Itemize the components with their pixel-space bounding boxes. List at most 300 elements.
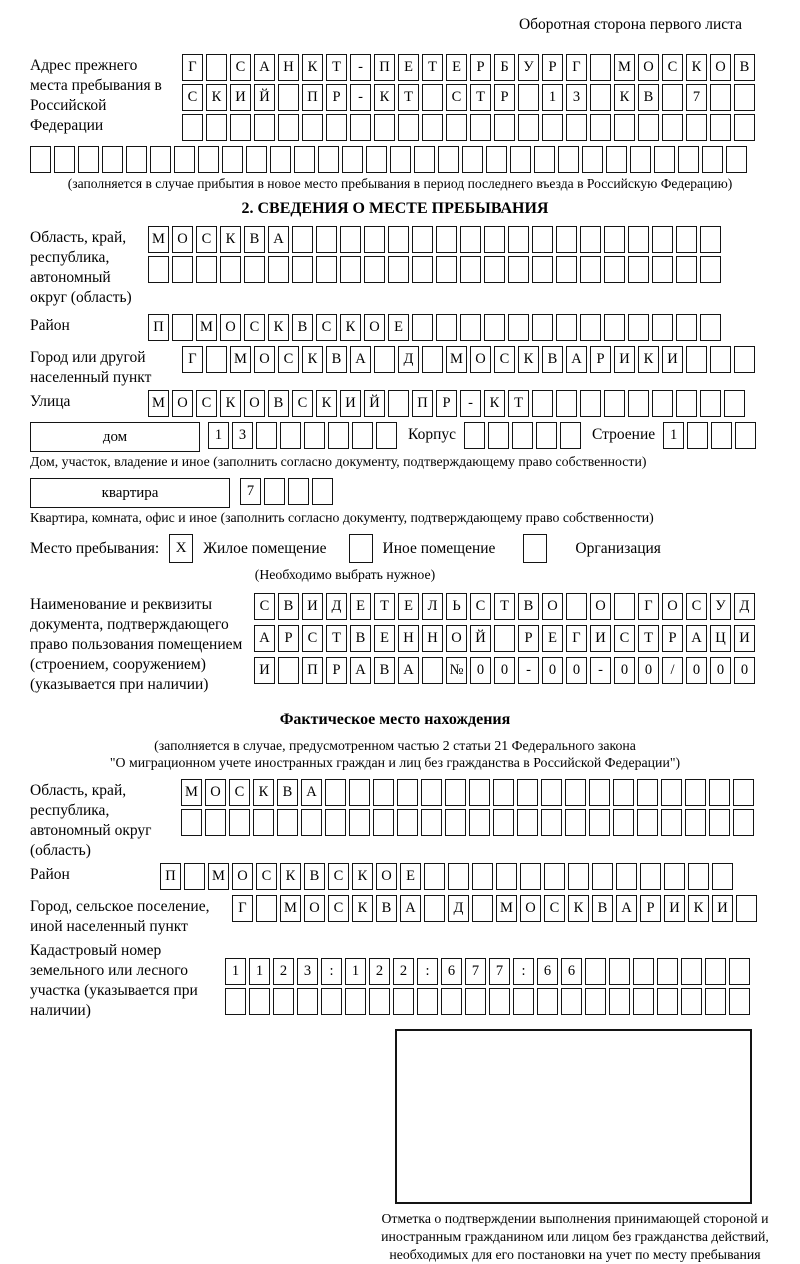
char-cell: У [710,593,731,620]
char-cell [393,988,414,1015]
char-cell: Т [326,54,347,81]
char-cell: Р [494,84,515,111]
char-cell [705,958,726,985]
char-cell: С [292,390,313,417]
char-cell [726,146,747,173]
char-cell [496,863,517,890]
char-cell [148,256,169,283]
char-cell: О [364,314,385,341]
char-cell [288,478,309,505]
char-cell [556,314,577,341]
char-cell [321,988,342,1015]
char-cell: Е [398,54,419,81]
char-cell [556,226,577,253]
char-cell [712,863,733,890]
stay-type-checkbox-other [349,534,373,563]
char-cell [604,256,625,283]
stay-type-option-residential: Жилое помещение [203,539,327,557]
char-cell: / [662,657,683,684]
actual-district-label: Район [30,866,70,883]
street-label: Улица [30,393,71,410]
char-cell: И [664,895,685,922]
char-cell [494,114,515,141]
char-cell [388,390,409,417]
char-cell [556,390,577,417]
char-cell [342,146,363,173]
char-cell [297,988,318,1015]
char-cell: Й [364,390,385,417]
char-cell: И [712,895,733,922]
char-cell: К [614,84,635,111]
char-cell [640,863,661,890]
char-cell: В [734,54,755,81]
char-cell: М [446,346,467,373]
char-cell: К [688,895,709,922]
char-cell: 6 [561,958,582,985]
char-cell [518,84,539,111]
char-cell: С [686,593,707,620]
char-cell [414,146,435,173]
char-cell [705,988,726,1015]
char-row [148,390,748,417]
char-cell: О [304,895,325,922]
char-cell: К [302,54,323,81]
actual-district-row [30,863,800,893]
char-cell: 0 [542,657,563,684]
char-cell [390,146,411,173]
char-cell [710,346,731,373]
char-cell: У [518,54,539,81]
char-cell: К [268,314,289,341]
char-cell: Р [436,390,457,417]
char-cell [604,314,625,341]
char-cell [465,988,486,1015]
char-cell [590,84,611,111]
char-cell [206,54,227,81]
char-cell [510,146,531,173]
char-cell: В [592,895,613,922]
previous-address-grid [182,54,758,144]
char-row [182,346,758,373]
char-cell: 2 [369,958,390,985]
char-cell [687,422,708,449]
char-cell [373,779,394,806]
char-cell [613,779,634,806]
char-cell: Д [398,346,419,373]
char-cell [421,779,442,806]
char-cell [585,958,606,985]
char-cell [268,256,289,283]
char-cell [700,226,721,253]
char-cell [374,114,395,141]
char-cell [220,256,241,283]
char-cell: А [268,226,289,253]
char-cell: 7 [686,84,707,111]
char-cell: - [350,84,371,111]
char-cell: 6 [537,958,558,985]
char-cell [734,346,755,373]
char-cell: О [376,863,397,890]
char-cell [340,256,361,283]
char-cell [397,809,418,836]
char-cell: Т [326,625,347,652]
char-cell: П [412,390,433,417]
char-cell: О [710,54,731,81]
cadastral-grid [225,958,753,1018]
char-cell: И [340,390,361,417]
char-cell [349,779,370,806]
char-cell [488,422,509,449]
apartment-box: квартира [30,478,230,508]
char-cell [205,809,226,836]
char-cell [493,809,514,836]
char-cell: О [172,226,193,253]
char-cell [700,390,721,417]
char-cell [294,146,315,173]
char-cell [652,256,673,283]
stay-type-checkbox-residential: X [169,534,193,563]
char-cell: И [662,346,683,373]
char-cell [445,779,466,806]
char-cell: 0 [470,657,491,684]
char-cell: : [417,958,438,985]
char-cell: А [398,657,419,684]
char-cell: С [196,226,217,253]
char-cell [421,809,442,836]
char-cell [316,256,337,283]
char-row [181,779,757,806]
char-cell [278,657,299,684]
char-cell: С [470,593,491,620]
char-row [232,895,760,922]
char-cell: М [181,779,202,806]
char-cell [729,988,750,1015]
char-cell [710,114,731,141]
actual-region-row [30,779,800,861]
char-cell: 1 [345,958,366,985]
char-cell: К [352,863,373,890]
char-cell [517,809,538,836]
char-cell [537,988,558,1015]
char-cell: К [220,390,241,417]
char-cell [206,346,227,373]
char-cell: О [244,390,265,417]
char-cell [735,422,756,449]
char-cell [541,779,562,806]
page-corner-note: Оборотная сторона первого листа [518,16,742,33]
char-cell [312,478,333,505]
char-cell [580,314,601,341]
char-cell [733,809,754,836]
char-cell: 1 [208,422,229,449]
char-cell: В [376,895,397,922]
char-cell [566,114,587,141]
char-cell: Т [422,54,443,81]
char-cell [532,314,553,341]
char-cell: Т [398,84,419,111]
previous-address-label: Адрес прежнего места пребывания в Российской Федерации [30,57,162,134]
char-cell [652,314,673,341]
char-cell [326,114,347,141]
district-label: Район [30,317,70,334]
char-cell [494,625,515,652]
char-cell [484,226,505,253]
char-cell [246,146,267,173]
char-cell: М [280,895,301,922]
char-cell [448,863,469,890]
char-cell [561,988,582,1015]
char-cell: К [302,346,323,373]
char-cell [662,84,683,111]
char-cell [517,779,538,806]
char-cell [278,84,299,111]
char-cell [589,779,610,806]
char-cell: А [400,895,421,922]
char-cell: М [148,226,169,253]
char-cell: Г [638,593,659,620]
char-cell [373,809,394,836]
char-cell [590,114,611,141]
char-cell [729,958,750,985]
char-cell [508,256,529,283]
stay-type-option-other: Иное помещение [382,539,496,557]
char-cell: Р [278,625,299,652]
char-cell [513,988,534,1015]
char-cell: О [638,54,659,81]
char-cell [685,779,706,806]
char-cell: Н [422,625,443,652]
char-cell: Р [326,84,347,111]
char-cell [364,226,385,253]
char-cell [585,988,606,1015]
char-cell [225,988,246,1015]
stay-type-option-organization: Организация [575,539,661,557]
char-cell [472,895,493,922]
char-cell [469,779,490,806]
char-cell [422,657,443,684]
char-cell [628,256,649,283]
char-cell [661,809,682,836]
char-cell: П [374,54,395,81]
char-cell: М [148,390,169,417]
char-cell: В [542,346,563,373]
char-cell [493,779,514,806]
char-cell: Г [182,54,203,81]
char-cell [472,863,493,890]
char-cell [460,256,481,283]
char-cell [398,114,419,141]
char-cell [484,256,505,283]
char-cell [78,146,99,173]
char-cell [422,114,443,141]
char-cell: В [304,863,325,890]
char-cell [676,314,697,341]
char-cell: 0 [638,657,659,684]
char-row [254,657,758,684]
char-cell [536,422,557,449]
char-cell [126,146,147,173]
char-cell [676,226,697,253]
char-cell: В [518,593,539,620]
char-cell: А [254,625,275,652]
house-row [30,422,800,452]
char-cell [278,114,299,141]
stay-type-row [30,534,800,563]
char-row [208,422,400,449]
char-cell [222,146,243,173]
char-cell [249,988,270,1015]
char-cell: Д [448,895,469,922]
char-cell: В [244,226,265,253]
street-row [30,390,800,420]
char-cell [512,422,533,449]
char-cell: К [316,390,337,417]
char-cell [422,84,443,111]
char-cell [657,958,678,985]
char-cell [438,146,459,173]
char-cell [464,422,485,449]
district-row [30,314,800,344]
char-row [182,84,758,111]
char-cell: 3 [232,422,253,449]
char-cell: С [328,895,349,922]
char-cell: С [230,54,251,81]
actual-location-subtitle-1: (заполняется в случае, предусмотренном частью 2 статьи 21 Федерального закона [154,738,636,753]
section2-title: 2. СВЕДЕНИЯ О МЕСТЕ ПРЕБЫВАНИЯ [241,200,549,217]
char-cell: П [148,314,169,341]
char-cell: Р [326,657,347,684]
char-row [240,478,336,505]
char-cell [181,809,202,836]
char-cell [686,114,707,141]
char-cell: М [496,895,517,922]
char-cell: : [513,958,534,985]
previous-address-note: (заполняется в случае прибытия в новое место пребывания в период последнего въезда в Российскую Федерацию) [67,176,733,191]
char-cell: С [302,625,323,652]
char-cell [417,988,438,1015]
char-cell: Е [350,593,371,620]
char-cell: П [302,84,323,111]
char-cell: О [220,314,241,341]
char-cell: Т [470,84,491,111]
char-cell [556,256,577,283]
char-cell [590,54,611,81]
char-cell [606,146,627,173]
char-cell [733,779,754,806]
char-cell [688,863,709,890]
char-cell: 3 [297,958,318,985]
char-cell: И [614,346,635,373]
char-cell: Г [566,54,587,81]
char-cell: 0 [614,657,635,684]
char-cell [542,114,563,141]
char-cell [304,422,325,449]
char-cell: И [590,625,611,652]
actual-region-grid [181,779,757,839]
char-cell [277,809,298,836]
char-cell [325,809,346,836]
char-cell: 7 [489,958,510,985]
char-row [663,422,759,449]
char-cell [198,146,219,173]
char-cell: Т [508,390,529,417]
char-cell [316,226,337,253]
char-cell [633,958,654,985]
char-cell [102,146,123,173]
char-cell [580,226,601,253]
apartment-caption: Квартира, комната, офис и иное (заполнить согласно документу, подтверждающему право собственности) [30,510,654,525]
char-cell [470,114,491,141]
char-cell [628,314,649,341]
char-cell: А [301,779,322,806]
char-cell [638,114,659,141]
char-cell [424,895,445,922]
char-cell: С [316,314,337,341]
document-grid [254,593,758,687]
char-cell [270,146,291,173]
char-cell: Т [638,625,659,652]
char-cell: С [278,346,299,373]
char-cell [462,146,483,173]
char-cell: Б [494,54,515,81]
char-cell [616,863,637,890]
char-cell: В [292,314,313,341]
char-cell: Г [566,625,587,652]
char-cell: К [280,863,301,890]
char-cell: 1 [542,84,563,111]
char-row [148,314,724,341]
char-cell: Е [398,593,419,620]
char-cell [685,809,706,836]
char-cell [446,114,467,141]
char-cell: К [340,314,361,341]
char-cell: П [302,657,323,684]
char-cell [710,84,731,111]
char-cell: О [470,346,491,373]
char-cell [633,988,654,1015]
char-cell: С [196,390,217,417]
char-cell: К [638,346,659,373]
char-cell [182,114,203,141]
char-cell: : [321,958,342,985]
char-cell [661,779,682,806]
char-cell: Е [374,625,395,652]
char-cell [711,422,732,449]
char-cell [280,422,301,449]
char-cell: 6 [441,958,462,985]
char-cell [172,314,193,341]
char-cell [582,146,603,173]
char-cell: С [662,54,683,81]
char-cell [369,988,390,1015]
char-cell [681,988,702,1015]
char-cell [374,346,395,373]
char-row [148,226,724,253]
document-label: Наименование и реквизиты документа, подтверждающего право пользования помещением (строением, сооружением) (указывается при наличии) [30,596,243,693]
char-cell: П [160,863,181,890]
char-cell: А [616,895,637,922]
char-cell [254,114,275,141]
char-cell [532,256,553,283]
char-cell [664,863,685,890]
char-cell: М [614,54,635,81]
char-cell: Т [494,593,515,620]
document-block [30,593,800,695]
char-cell [630,146,651,173]
actual-region-label: Область, край, республика, автономный округ (область) [30,782,152,859]
cadastral-row [30,939,800,1021]
char-cell [609,988,630,1015]
